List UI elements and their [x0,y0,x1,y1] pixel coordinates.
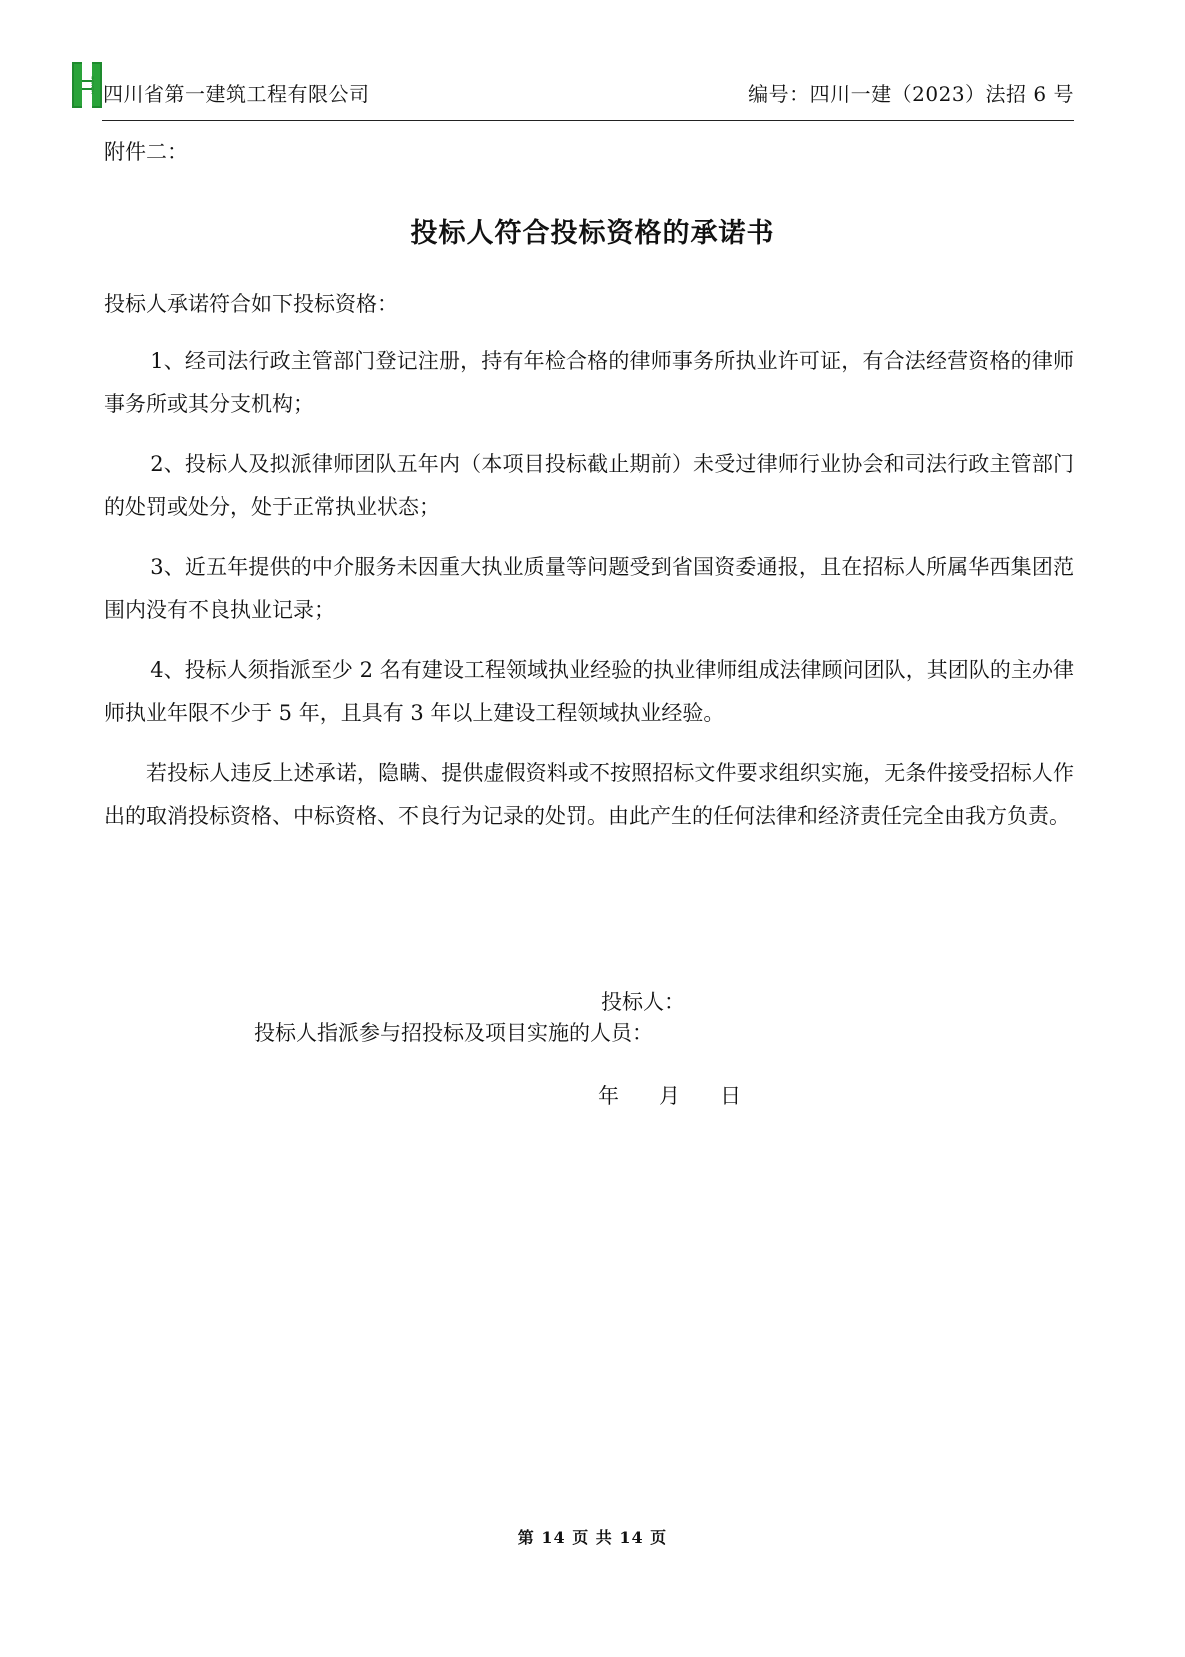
attachment-label: 附件二： [104,140,188,164]
page-number: 第 14 页 共 14 页 [517,1528,668,1547]
liability-statement: 若投标人违反上述承诺，隐瞒、提供虚假资料或不按照招标文件要求组织实施，无条件接受招标人作出的取消投标资格、中标资格、不良行为记录的处罚。由此产生的任何法律和经济责任完全由我方负责。 [104,761,1074,828]
document-number: 编号：四川一建（2023）法招 6 号 [748,82,1074,106]
signature-personnel: 投标人指派参与招投标及项目实施的人员： [254,1021,653,1045]
company-logo [72,62,102,108]
intro-text: 投标人承诺符合如下投标资格： [104,292,398,316]
qualification-item-2: 2、投标人及拟派律师团队五年内（本项目投标截止期前）未受过律师行业协会和司法行政主管部门的处罚或处分，处于正常执业状态； [104,452,1074,519]
header-divider [102,120,1074,121]
logo-text: HUASHI [90,76,95,94]
qualification-item-4: 4、投标人须指派至少 2 名有建设工程领域执业经验的执业律师组成法律顾问团队，其团队的主办律师执业年限不少于 5 年，且具有 3 年以上建设工程领域执业经验。 [104,658,1074,725]
company-name: 四川省第一建筑工程有限公司 [103,82,370,106]
document-title: 投标人符合投标资格的承诺书 [410,218,775,249]
page-header [72,58,1074,120]
qualification-item-3: 3、近五年提供的中介服务未因重大执业质量等问题受到省国资委通报，且在招标人所属华西集团范围内没有不良执业记录； [104,555,1074,622]
qualification-item-1: 1、经司法行政主管部门登记注册，持有年检合格的律师事务所执业许可证，有合法经营资格的律师事务所或其分支机构； [104,349,1074,416]
signature-bidder: 投标人： [601,990,685,1014]
signature-date: 年 月 日 [598,1084,742,1108]
